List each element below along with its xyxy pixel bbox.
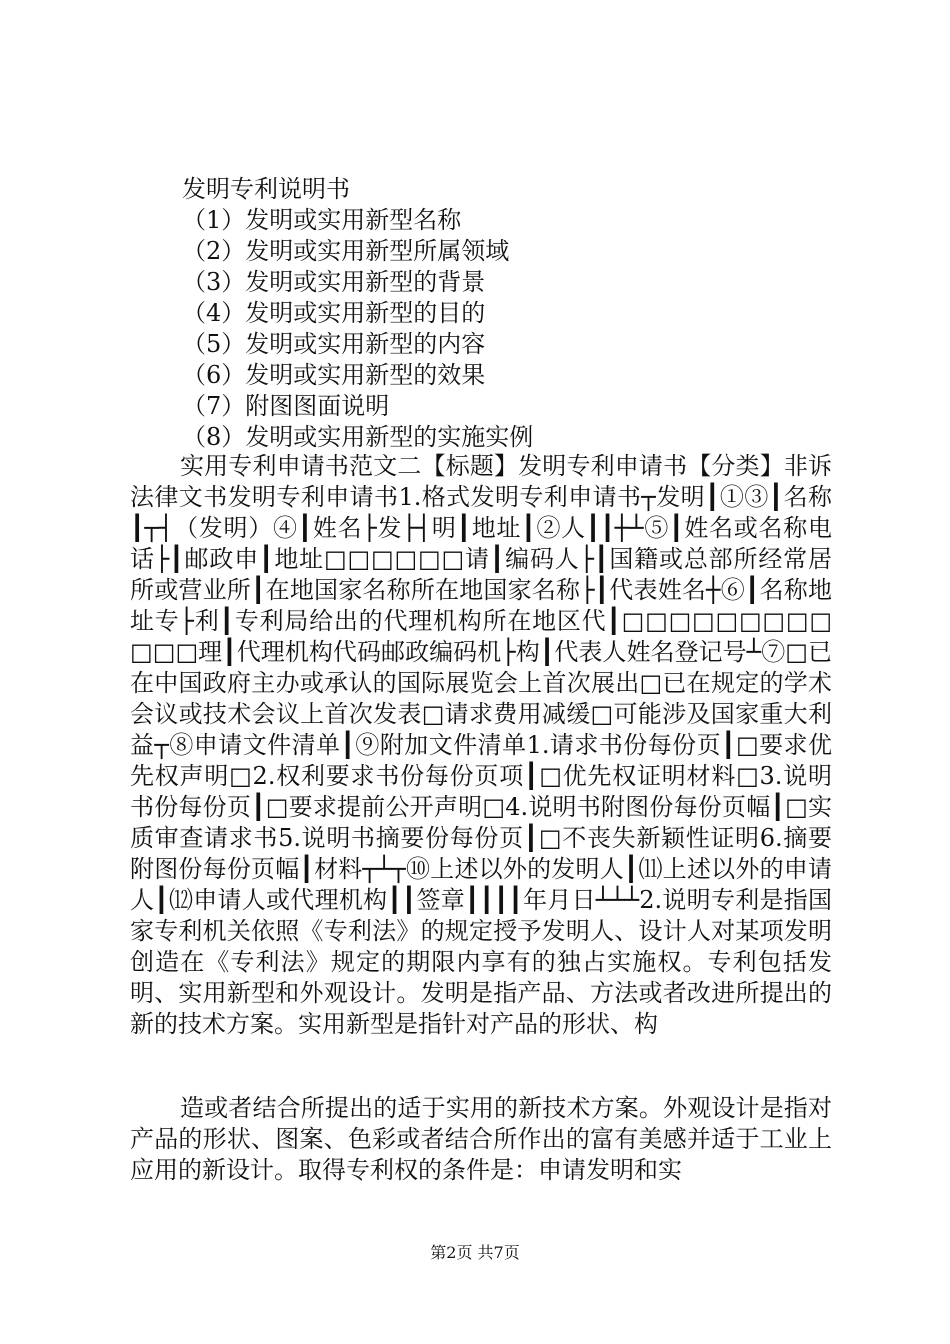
- outline-item: （7）附图图面说明: [182, 392, 390, 420]
- page-number-footer: 第2页 共7页: [430, 1243, 520, 1262]
- outline-item: （4）发明或实用新型的目的: [182, 299, 486, 327]
- body-paragraph: 实用专利申请书范文二【标题】发明专利申请书【分类】非诉法律文书发明专利申请书1.格式发明专利申请书┬发明┃①③┃名称┃┬┤（发明）④┃姓名├发├┤明┃地址┃②人┃┃┼┴⑤┃姓名或名称电话├┃邮政申┃地址□□□□□□请┃编码人├┃国籍或总部所经常居所或营业所┃在地国家名称所在地国家名称├┃代表姓名┼⑥┃名称地址专├利┃专利局给出的代理机构所在地区代┃□□□□□□□□□□□□理┃代理机构代码邮政编码机├构┃代表人姓名登记号┴⑦□已在中国政府主办或承认的国际展览会上首次展出□已在规定的学术会议或技术会议上首次发表□请求费用减缓□可能涉及国家重大利益┬⑧申请文件清单┃⑨附加文件清单1.请求书份每份页┃□要求优先权声明□2.权利要求书份每份页项┃□优先权证明材料□3.说明书份每份页┃□要求提前公开声明□4.说明书附图份每份页幅┃□实质审查请求书5.说明书摘要份每份页┃□不丧失新颖性证明6.摘要附图份每份页幅┃材料┬┴┬⑩上述以外的发明人┃⑾上述以外的申请人┃⑿申请人或代理机构┃┃签章┃┃┃┃年月日┴┴┴2.说明专利是指国家专利机关依照《专利法》的规定授予发明人、设计人对某项发明创造在《专利法》规定的期限内享有的独占实施权。专利包括发明、实用新型和外观设计。发明是指产品、方法或者改进所提出的新的技术方案。实用新型是指针对产品的形状、构: [130, 452, 832, 1038]
- body-paragraph: 造或者结合所提出的适于实用的新技术方案。外观设计是指对产品的形状、图案、色彩或者结合所作出的富有美感并适于工业上应用的新设计。取得专利权的条件是：申请发明和实: [130, 1094, 832, 1184]
- document-title: 发明专利说明书: [182, 175, 350, 203]
- outline-item: （2）发明或实用新型所属领域: [182, 237, 510, 265]
- outline-item: （5）发明或实用新型的内容: [182, 330, 486, 358]
- outline-list: [182, 205, 533, 453]
- outline-item: （8）发明或实用新型的实施实例: [182, 423, 534, 451]
- outline-item: （6）发明或实用新型的效果: [182, 361, 486, 389]
- outline-item: （1）发明或实用新型名称: [182, 206, 462, 234]
- outline-item: （3）发明或实用新型的背景: [182, 268, 486, 296]
